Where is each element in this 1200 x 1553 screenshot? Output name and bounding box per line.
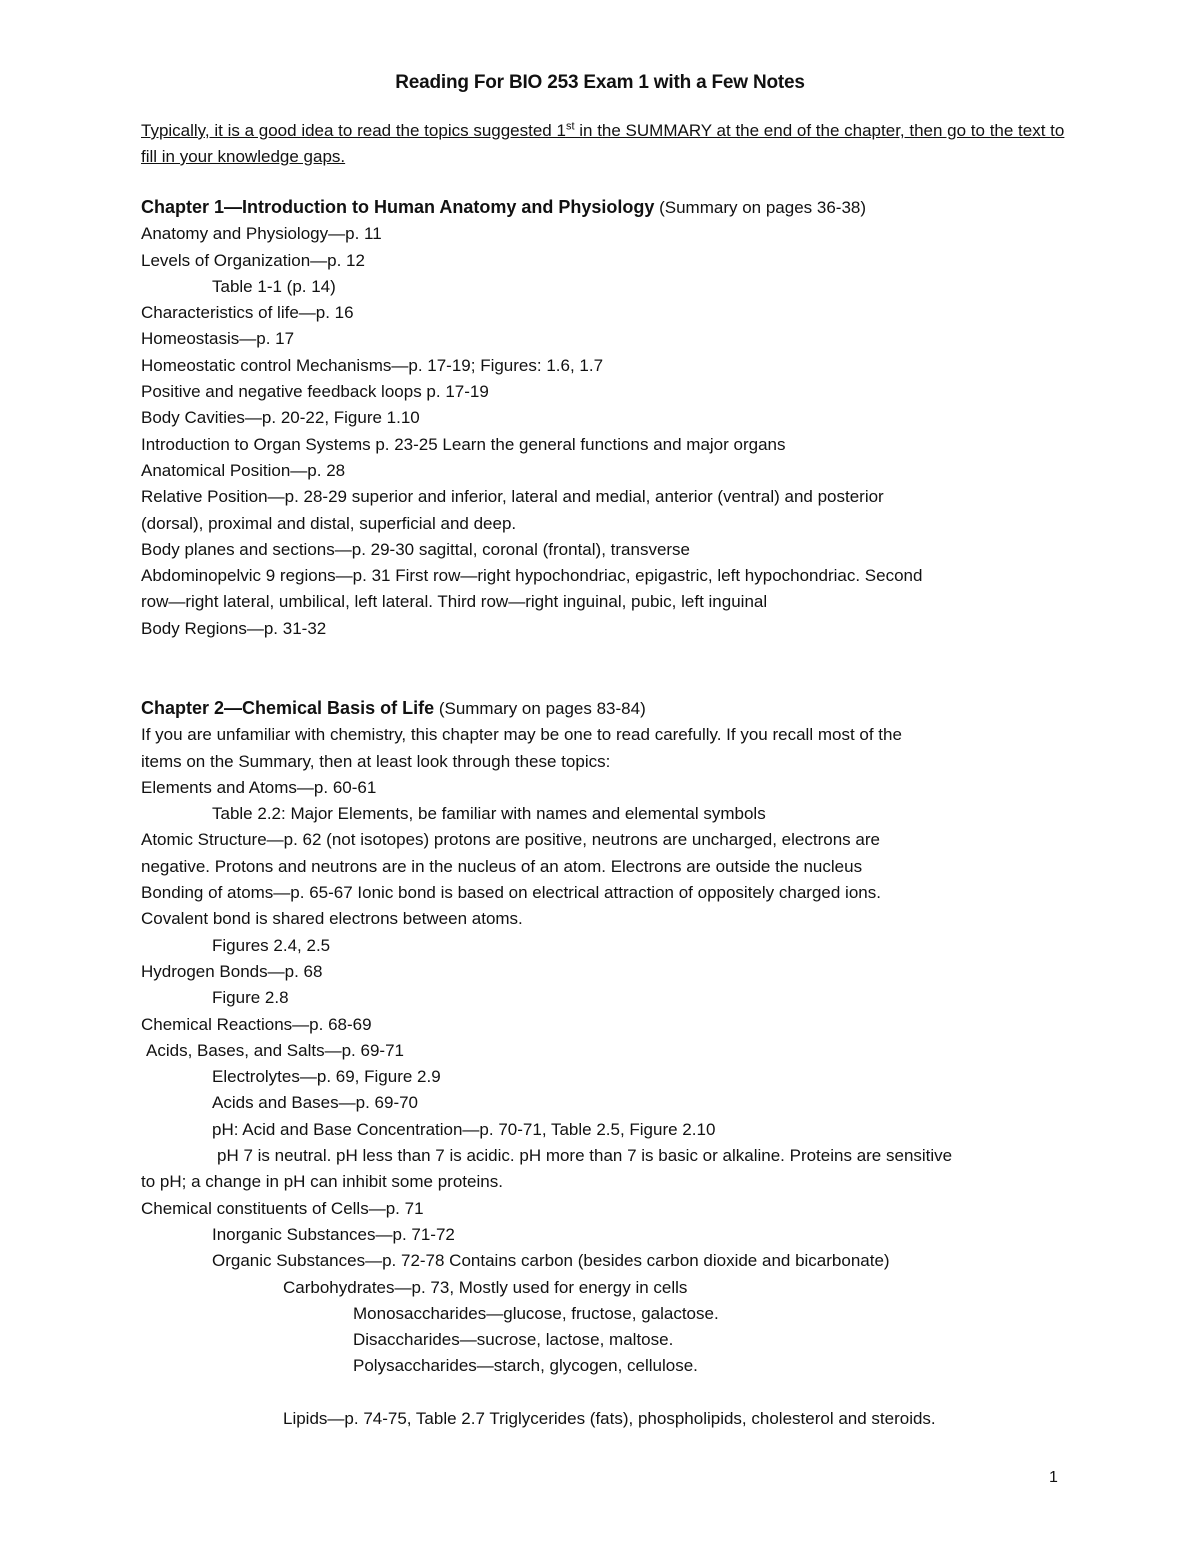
chapter-1-title: Chapter 1—Introduction to Human Anatomy and Physiology <box>141 197 655 217</box>
list-item: Table 1-1 (p. 14) <box>212 276 336 296</box>
list-item: pH 7 is neutral. pH less than 7 is acidic. pH more than 7 is basic or alkaline. Proteins are sensitive <box>217 1146 953 1166</box>
list-item: Positive and negative feedback loops p. 17-19 <box>141 382 489 402</box>
list-item: Covalent bond is shared electrons between atoms. <box>141 909 523 929</box>
list-item: Polysaccharides—starch, glycogen, cellulose. <box>353 1356 698 1376</box>
list-item: Lipids—p. 74-75, Table 2.7 Triglycerides (fats), phospholipids, cholesterol and steroids. <box>283 1409 936 1429</box>
list-item: Acids, Bases, and Salts—p. 69-71 <box>146 1040 404 1060</box>
list-item: Bonding of atoms—p. 65-67 Ionic bond is based on electrical attraction of oppositely charged ions. <box>141 883 881 903</box>
list-item: Homeostatic control Mechanisms—p. 17-19; Figures: 1.6, 1.7 <box>141 355 604 375</box>
list-item: (dorsal), proximal and distal, superficial and deep. <box>141 513 517 533</box>
list-item: Anatomy and Physiology—p. 11 <box>141 224 382 244</box>
list-item: Characteristics of life—p. 16 <box>141 303 354 323</box>
list-item: If you are unfamiliar with chemistry, this chapter may be one to read carefully. If you recall most of the <box>141 725 902 745</box>
list-item: items on the Summary, then at least look through these topics: <box>141 751 611 771</box>
intro-text-part2: in the SUMMARY at the end of the chapter, then go to the text to fill in your knowledge gaps. <box>141 121 1065 166</box>
list-item: Relative Position—p. 28-29 superior and inferior, lateral and medial, anterior (ventral) and posterior <box>141 487 884 507</box>
list-item: Figure 2.8 <box>212 988 289 1008</box>
list-item: Introduction to Organ Systems p. 23-25 Learn the general functions and major organs <box>141 434 786 454</box>
list-item: negative. Protons and neutrons are in the nucleus of an atom. Electrons are outside the nucleus <box>141 856 863 876</box>
chapter-2-title: Chapter 2—Chemical Basis of Life <box>141 698 435 718</box>
list-item: Disaccharides—sucrose, lactose, maltose. <box>353 1330 674 1350</box>
list-item: Body planes and sections—p. 29-30 sagittal, coronal (frontal), transverse <box>141 539 691 559</box>
list-item: Monosaccharides—glucose, fructose, galactose. <box>353 1303 719 1323</box>
list-item: Anatomical Position—p. 28 <box>141 460 346 480</box>
spacer <box>141 1380 1091 1406</box>
list-item: Levels of Organization—p. 12 <box>141 250 365 270</box>
list-item: row—right lateral, umbilical, left lateral. Third row—right inguinal, pubic, left inguinal <box>141 592 768 612</box>
intro-text-part1: Typically, it is a good idea to read the topics suggested 1 <box>141 121 566 140</box>
page-title: Reading For BIO 253 Exam 1 with a Few Notes <box>395 72 805 93</box>
list-item: Carbohydrates—p. 73, Mostly used for energy in cells <box>283 1277 688 1297</box>
list-item: Inorganic Substances—p. 71-72 <box>212 1224 455 1244</box>
page-number: 1 <box>1049 1469 1058 1486</box>
list-item: pH: Acid and Base Concentration—p. 70-71, Table 2.5, Figure 2.10 <box>212 1119 716 1139</box>
list-item: Electrolytes—p. 69, Figure 2.9 <box>212 1067 441 1087</box>
chapter-1-heading <box>141 194 1091 221</box>
intro-superscript: st <box>565 120 575 133</box>
list-item: Chemical constituents of Cells—p. 71 <box>141 1198 424 1218</box>
list-item: Body Regions—p. 31-32 <box>141 618 327 638</box>
list-item: Elements and Atoms—p. 60-61 <box>141 777 377 797</box>
list-item: Figures 2.4, 2.5 <box>212 935 331 955</box>
list-item: Hydrogen Bonds—p. 68 <box>141 961 323 981</box>
list-item: Body Cavities—p. 20-22, Figure 1.10 <box>141 408 420 428</box>
chapter-2-section <box>141 695 1091 1432</box>
list-item: Homeostasis—p. 17 <box>141 329 295 349</box>
list-item: Atomic Structure—p. 62 (not isotopes) protons are positive, neutrons are uncharged, electrons are <box>141 830 880 850</box>
intro-note <box>141 118 1081 170</box>
list-item: Chemical Reactions—p. 68-69 <box>141 1014 372 1034</box>
chapter-2-heading <box>141 695 1091 722</box>
list-item: Organic Substances—p. 72-78 Contains carbon (besides carbon dioxide and bicarbonate) <box>212 1251 890 1271</box>
chapter-2-summary: (Summary on pages 83-84) <box>434 699 646 718</box>
list-item: Abdominopelvic 9 regions—p. 31 First row—right hypochondriac, epigastric, left hypochondriac. Second <box>141 566 923 586</box>
chapter-1-section <box>141 194 1091 642</box>
list-item: Table 2.2: Major Elements, be familiar with names and elemental symbols <box>212 804 766 824</box>
chapter-1-summary: (Summary on pages 36-38) <box>654 198 867 217</box>
list-item: to pH; a change in pH can inhibit some proteins. <box>141 1172 503 1192</box>
list-item: Acids and Bases—p. 69-70 <box>212 1093 419 1113</box>
